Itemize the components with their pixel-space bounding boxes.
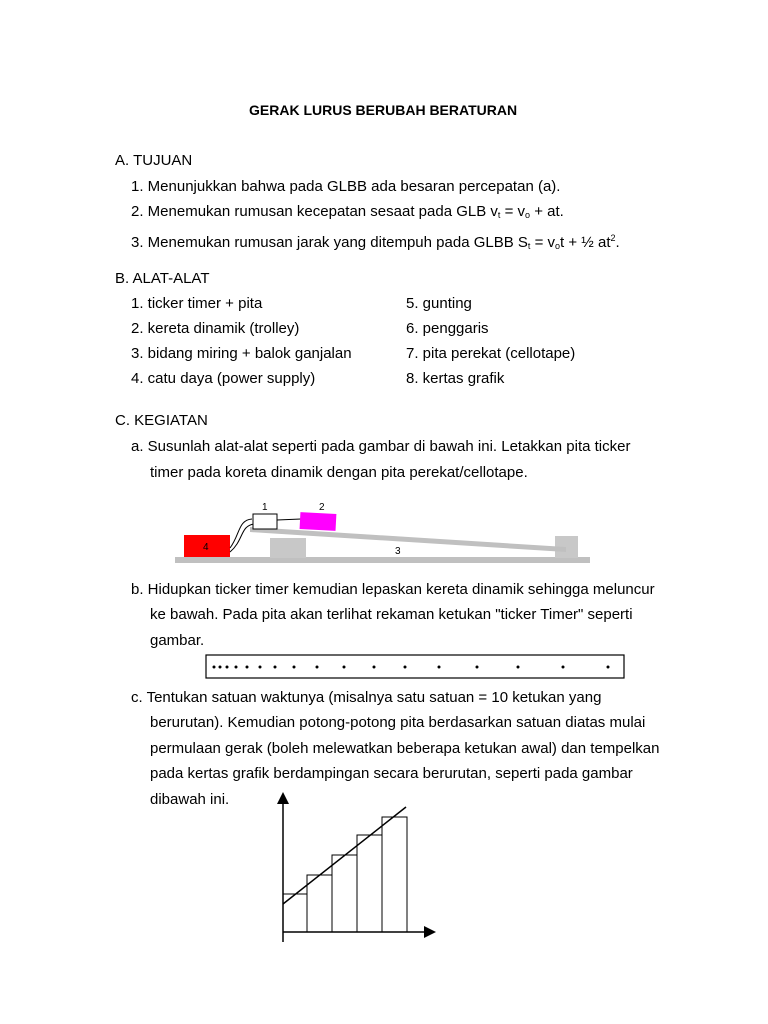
- tujuan-item-1: 1. Menunjukkan bahwa pada GLBB ada besaran percepatan (a).: [131, 178, 561, 195]
- tujuan-item-3-end: .: [615, 234, 620, 251]
- page-title: GERAK LURUS BERUBAH BERATURAN: [249, 102, 518, 118]
- section-a-heading: A. TUJUAN: [115, 152, 193, 169]
- kegiatan-b-line: gambar.: [150, 632, 205, 649]
- kegiatan-a-line: a. Susunlah alat-alat seperti pada gambar di bawah ini. Letakkan pita ticker: [131, 438, 631, 455]
- tape-strip: [357, 835, 382, 932]
- tujuan-item-3-eq: = v: [530, 234, 556, 251]
- kegiatan-c-line: c. Tentukan satuan waktunya (misalnya satu satuan = 10 ketukan yang: [131, 689, 602, 706]
- section-b-heading: B. ALAT-ALAT: [115, 270, 210, 287]
- alat-item: 4. catu daya (power supply): [131, 370, 316, 387]
- kegiatan-b-line: b. Hidupkan ticker timer kemudian lepaskan kereta dinamik sehingga meluncur: [131, 581, 655, 598]
- tape-strip: [307, 875, 332, 932]
- label-4: 4: [203, 542, 209, 553]
- kegiatan-b-line: ke bawah. Pada pita akan terlihat rekaman ketukan "ticker Timer" seperti: [150, 606, 633, 623]
- superscript-2: 2: [610, 233, 616, 243]
- alat-item: 1. ticker timer + pita: [131, 295, 263, 312]
- label-1: 1: [262, 502, 268, 513]
- alat-item: 6. penggaris: [406, 320, 489, 337]
- label-2: 2: [319, 502, 325, 513]
- tujuan-item-2-eq: = v: [500, 203, 526, 220]
- tujuan-item-2-end: + at.: [530, 203, 564, 220]
- subscript-t: t: [497, 210, 501, 220]
- tujuan-item-3-text: 3. Menemukan rumusan jarak yang ditempuh pada GLBB S: [131, 234, 528, 251]
- alat-item: 7. pita perekat (cellotape): [406, 345, 576, 362]
- subscript-o: o: [555, 241, 561, 251]
- kegiatan-a-line: timer pada koreta dinamik dengan pita perekat/cellotape.: [150, 464, 528, 481]
- subscript-t: t: [527, 241, 531, 251]
- subscript-o: o: [525, 210, 531, 220]
- trend-line: [283, 807, 406, 904]
- kegiatan-c-line: dibawah ini.: [150, 791, 230, 808]
- tape-strip: [283, 894, 307, 932]
- alat-item: 8. kertas grafik: [406, 370, 505, 387]
- alat-item: 5. gunting: [406, 295, 472, 312]
- tape-strip: [332, 855, 357, 932]
- alat-item: 3. bidang miring + balok ganjalan: [131, 345, 352, 362]
- label-3: 3: [395, 546, 401, 557]
- section-c-heading: C. KEGIATAN: [115, 412, 208, 429]
- tape-strip: [382, 817, 407, 932]
- tujuan-item-3-rest: t + ½ at: [560, 234, 611, 251]
- kegiatan-c-line: pada kertas grafik berdampingan secara berurutan, seperti pada gambar: [150, 765, 633, 782]
- tujuan-item-2-text: 2. Menemukan rumusan kecepatan sesaat pada GLB v: [131, 203, 498, 220]
- kegiatan-c-line: permulaan gerak (boleh melewatkan beberapa ketukan awal) dan tempelkan: [150, 740, 660, 757]
- alat-item: 2. kereta dinamik (trolley): [131, 320, 300, 337]
- kegiatan-c-line: berurutan). Kemudian potong-potong pita berdasarkan satuan diatas mulai: [150, 714, 646, 731]
